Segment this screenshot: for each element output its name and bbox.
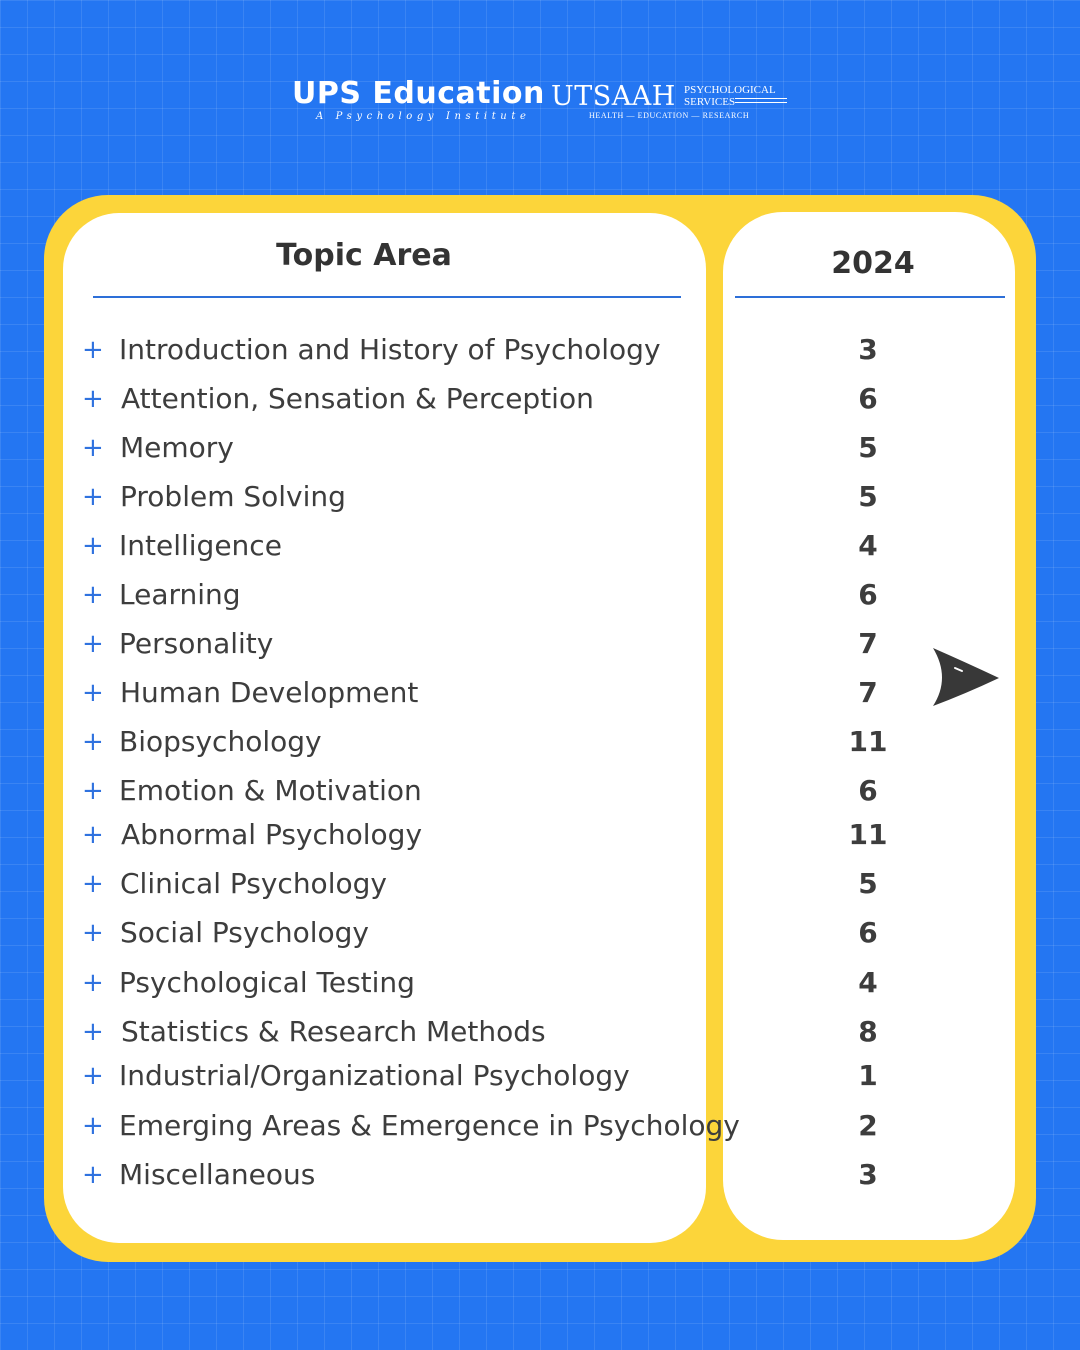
plus-icon: + bbox=[82, 433, 104, 463]
plus-icon: + bbox=[82, 727, 104, 757]
table-row bbox=[0, 1056, 1080, 1100]
topic-column-header: Topic Area bbox=[276, 238, 452, 273]
table-row bbox=[0, 913, 1080, 957]
topic-label: Abnormal Psychology bbox=[121, 818, 423, 851]
plus-icon: + bbox=[82, 1061, 104, 1091]
ups-education-logo bbox=[292, 76, 545, 122]
plus-icon: + bbox=[82, 580, 104, 610]
table-row bbox=[0, 477, 1080, 521]
table-row bbox=[0, 1012, 1080, 1056]
topic-count: 5 bbox=[858, 480, 878, 513]
table-row bbox=[0, 526, 1080, 570]
plus-icon: + bbox=[82, 482, 104, 512]
table-row bbox=[0, 815, 1080, 859]
arrow-right-icon[interactable] bbox=[929, 644, 1001, 708]
plus-icon: + bbox=[82, 869, 104, 899]
plus-icon: + bbox=[82, 678, 104, 708]
topic-count: 4 bbox=[858, 966, 878, 999]
utsaah-line-1: PSYCHOLOGICAL bbox=[684, 84, 776, 96]
table-row bbox=[0, 1106, 1080, 1150]
utsaah-line-2: SERVICES bbox=[684, 96, 736, 108]
table-row bbox=[0, 379, 1080, 423]
utsaah-logo-subtitle: HEALTH — EDUCATION — RESEARCH bbox=[589, 111, 750, 120]
year-header-divider bbox=[735, 296, 1005, 298]
topic-label: Memory bbox=[120, 431, 234, 464]
topic-count: 3 bbox=[858, 1158, 878, 1191]
topic-label: Industrial/Organizational Psychology bbox=[119, 1059, 630, 1092]
plus-icon: + bbox=[82, 1160, 104, 1190]
topic-label: Statistics & Research Methods bbox=[121, 1015, 546, 1048]
topic-count: 6 bbox=[858, 916, 878, 949]
topic-label: Introduction and History of Psychology bbox=[119, 333, 661, 366]
table-row bbox=[0, 963, 1080, 1007]
plus-icon: + bbox=[82, 629, 104, 659]
table-row bbox=[0, 624, 1080, 668]
plus-icon: + bbox=[82, 531, 104, 561]
topic-label: Miscellaneous bbox=[119, 1158, 316, 1191]
topic-count: 6 bbox=[858, 774, 878, 807]
plus-icon: + bbox=[82, 918, 104, 948]
plus-icon: + bbox=[82, 776, 104, 806]
topic-label: Problem Solving bbox=[120, 480, 346, 513]
topic-count: 5 bbox=[858, 431, 878, 464]
topic-count: 2 bbox=[858, 1109, 878, 1142]
utsaah-logo-lines bbox=[735, 98, 787, 106]
topic-label: Learning bbox=[119, 578, 241, 611]
topic-label: Biopsychology bbox=[119, 725, 322, 758]
topic-label: Intelligence bbox=[119, 529, 282, 562]
topic-label: Emerging Areas & Emergence in Psychology bbox=[119, 1109, 740, 1142]
table-row bbox=[0, 673, 1080, 717]
topic-count: 11 bbox=[848, 818, 888, 851]
topic-count: 8 bbox=[858, 1015, 878, 1048]
table-row bbox=[0, 575, 1080, 619]
table-row bbox=[0, 330, 1080, 374]
topic-count: 7 bbox=[858, 627, 878, 660]
utsaah-logo-name: UTSAAH bbox=[551, 81, 676, 112]
topic-label: Emotion & Motivation bbox=[119, 774, 422, 807]
plus-icon: + bbox=[82, 1017, 104, 1047]
plus-icon: + bbox=[82, 335, 104, 365]
topic-count: 7 bbox=[858, 676, 878, 709]
table-row bbox=[0, 1155, 1080, 1199]
topic-count: 5 bbox=[858, 867, 878, 900]
table-row bbox=[0, 771, 1080, 815]
topic-count: 3 bbox=[858, 333, 878, 366]
topic-count: 1 bbox=[858, 1059, 878, 1092]
table-row bbox=[0, 428, 1080, 472]
topic-label: Psychological Testing bbox=[119, 966, 415, 999]
topic-label: Human Development bbox=[120, 676, 419, 709]
plus-icon: + bbox=[82, 820, 104, 850]
topic-label: Clinical Psychology bbox=[120, 867, 387, 900]
plus-icon: + bbox=[82, 1111, 104, 1141]
topic-label: Attention, Sensation & Perception bbox=[121, 382, 594, 415]
utsaah-logo bbox=[551, 80, 791, 126]
header bbox=[0, 74, 1080, 134]
ups-logo-tagline: A Psychology Institute bbox=[316, 111, 531, 122]
topic-count: 4 bbox=[858, 529, 878, 562]
topic-count: 6 bbox=[858, 382, 878, 415]
topic-label: Social Psychology bbox=[120, 916, 369, 949]
topic-count: 6 bbox=[858, 578, 878, 611]
plus-icon: + bbox=[82, 968, 104, 998]
plus-icon: + bbox=[82, 384, 104, 414]
topic-header-divider bbox=[93, 296, 681, 298]
topic-count: 11 bbox=[848, 725, 888, 758]
table-row bbox=[0, 864, 1080, 908]
topic-label: Personality bbox=[119, 627, 274, 660]
ups-logo-name: UPS Education bbox=[292, 76, 545, 111]
year-column-header: 2024 bbox=[831, 246, 915, 281]
table-row bbox=[0, 722, 1080, 766]
